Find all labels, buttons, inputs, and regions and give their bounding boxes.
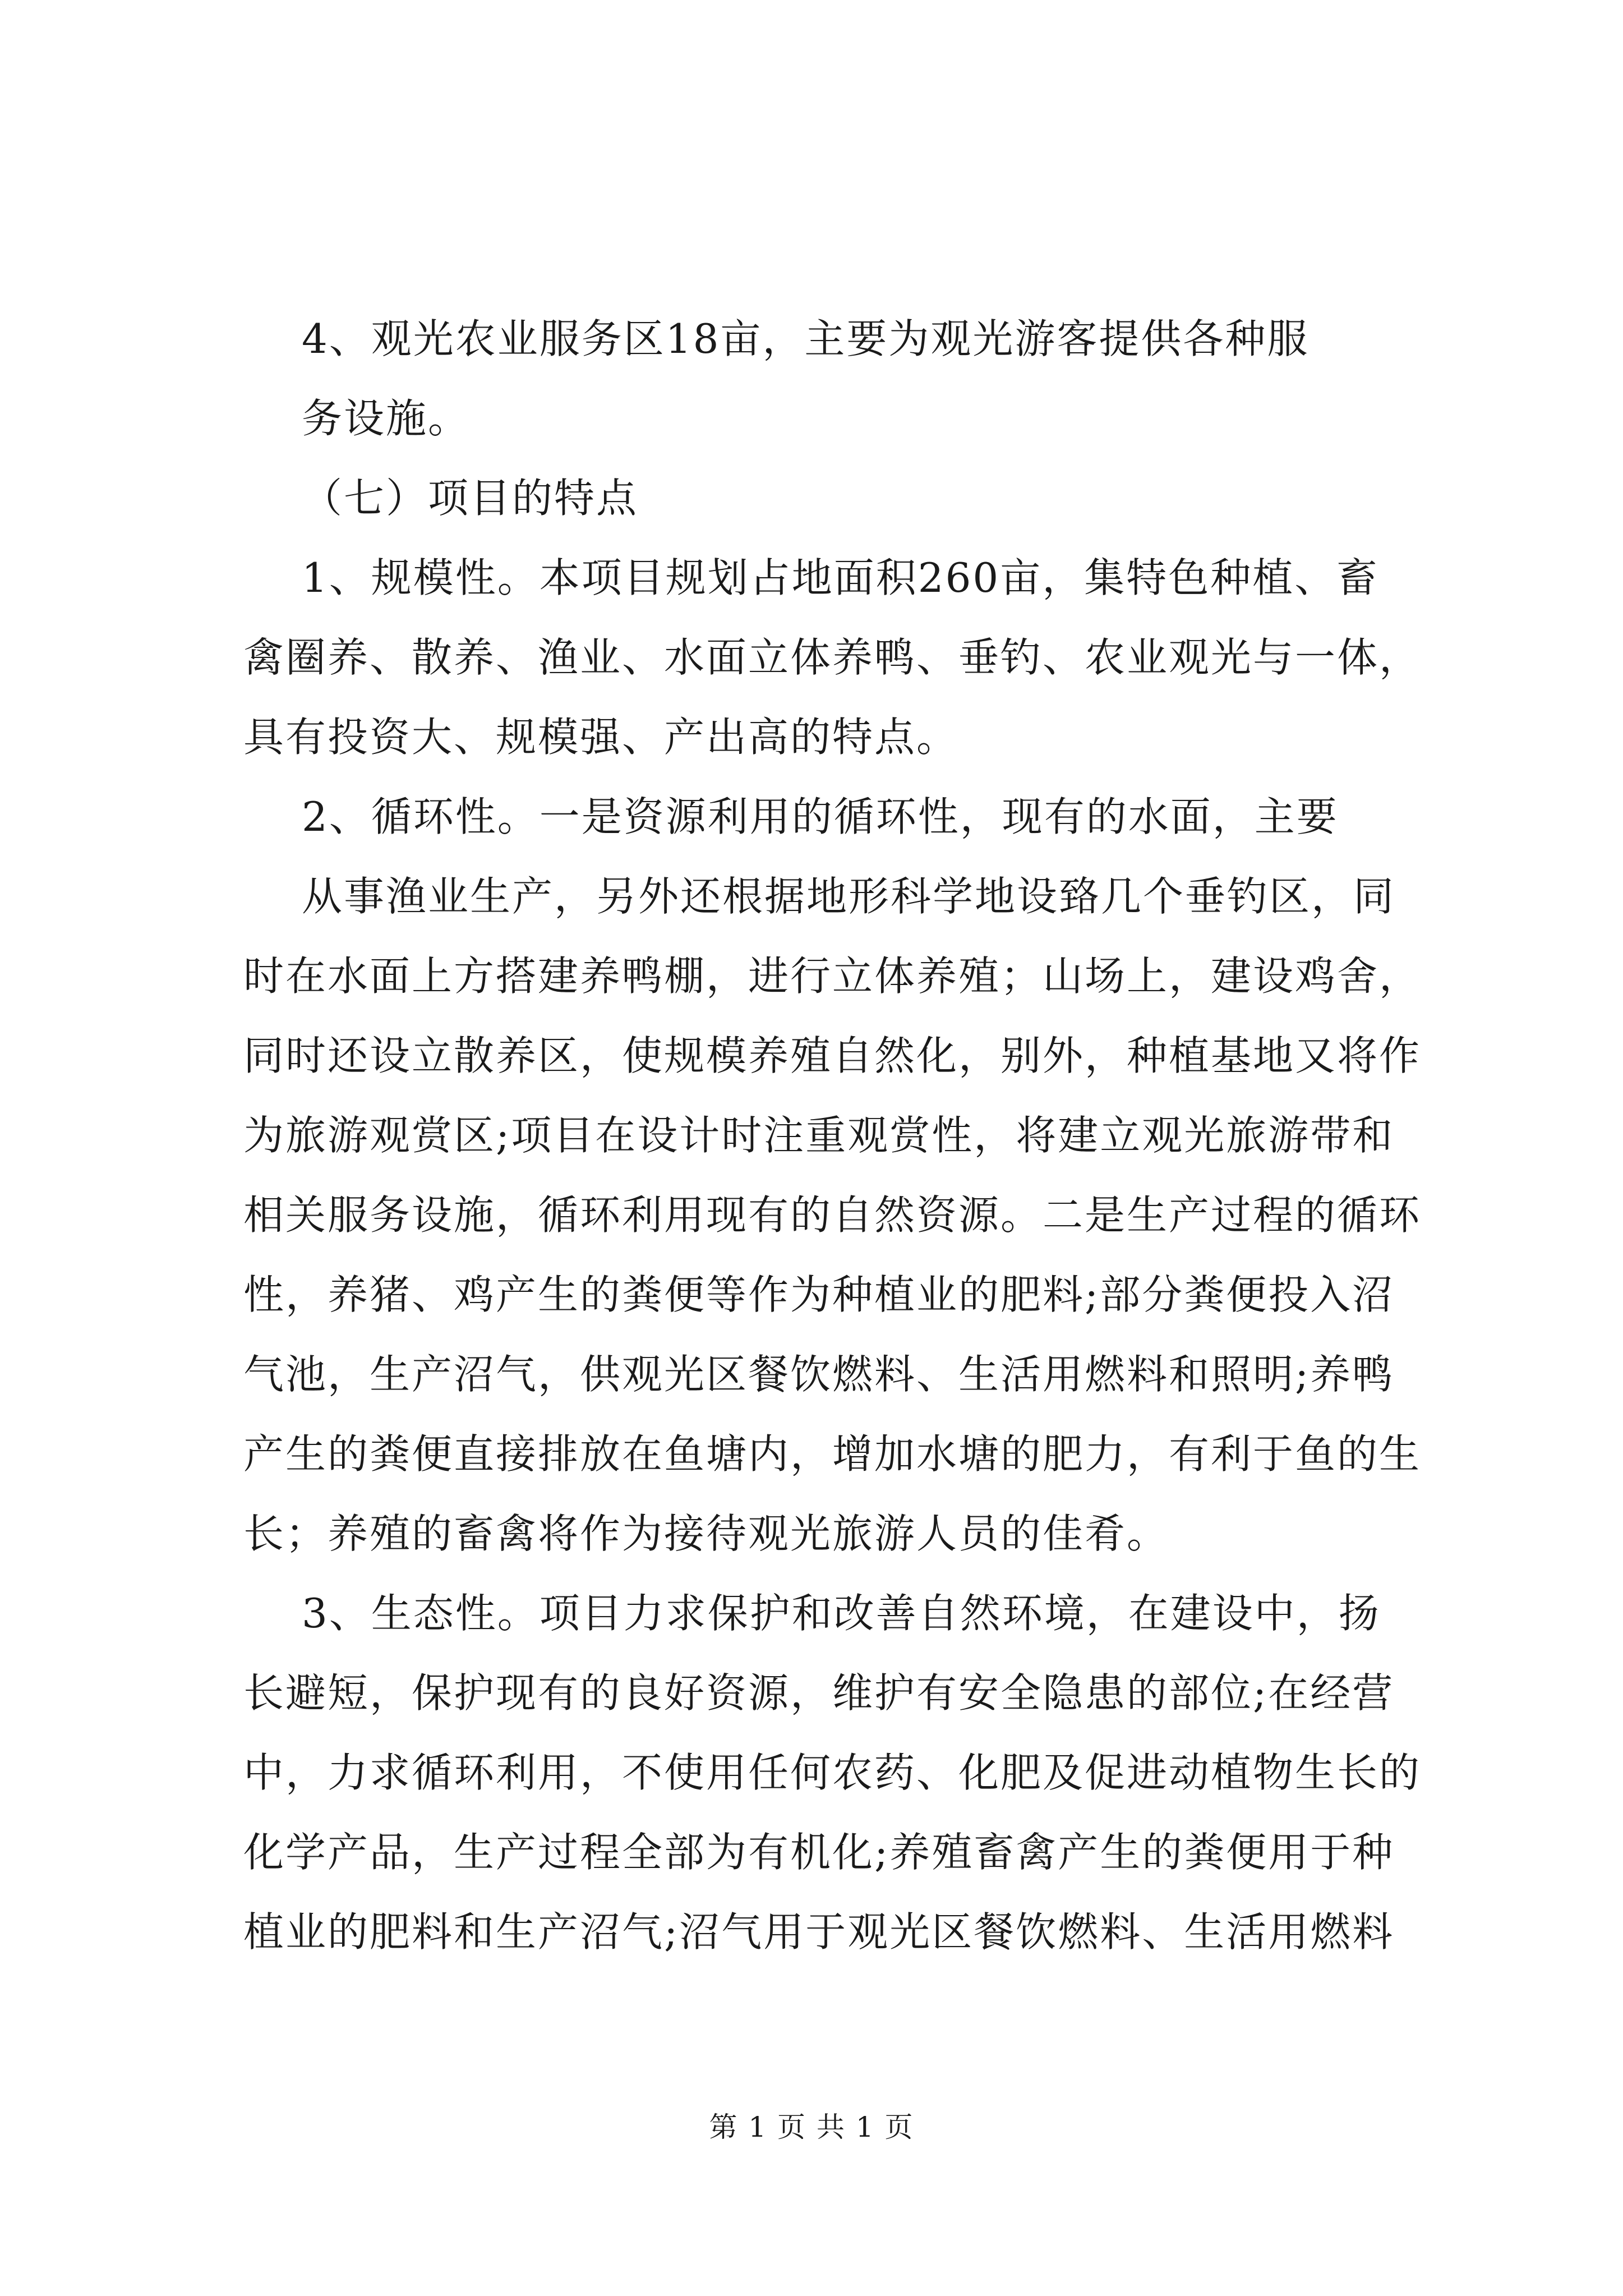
page-footer: 第 1 页 共 1 页	[709, 2111, 914, 2143]
paragraph-3-line-3: 中，力求循环利用，不使用任何农药、化肥及促进动植物生长的	[243, 1749, 1422, 1796]
paragraph-1-line-3: 具有投资大、规模强、产出高的特点。	[243, 714, 959, 761]
paragraph-2-line-6: 相关服务设施，循环利用现有的自然资源。二是生产过程的循环	[243, 1191, 1422, 1239]
paragraph-2-line-2: 从事渔业生产，另外还根据地形科学地设臵几个垂钓区，同	[302, 873, 1396, 920]
paragraph-3-line-5: 植业的肥料和生产沼气;沼气用于观光区餐饮燃料、生活用燃料	[243, 1908, 1395, 1955]
paragraph-3-line-4: 化学产品，生产过程全部为有机化;养殖畜禽产生的粪便用于种	[243, 1829, 1395, 1876]
paragraph-2-line-9: 产生的粪便直接排放在鱼塘内，增加水塘的肥力，有利于鱼的生	[243, 1430, 1422, 1478]
paragraph-4-line-2: 务设施。	[302, 395, 471, 442]
paragraph-2-line-8: 气池，生产沼气，供观光区餐饮燃料、生活用燃料和照明;养鸭	[243, 1351, 1395, 1398]
paragraph-2-line-4: 同时还设立散养区，使规模养殖自然化，别外，种植基地又将作	[243, 1032, 1422, 1079]
paragraph-4-line-1: 4、观光农业服务区18亩，主要为观光游客提供各种服	[302, 315, 1310, 362]
paragraph-1-line-2: 禽圈养、散养、渔业、水面立体养鸭、垂钓、农业观光与一体，	[243, 634, 1422, 681]
paragraph-3-line-1: 3、生态性。项目力求保护和改善自然环境，在建设中，扬	[302, 1590, 1381, 1637]
paragraph-2-line-7: 性，养猪、鸡产生的粪便等作为种植业的肥料;部分粪便投入沼	[243, 1271, 1395, 1318]
paragraph-2-line-3: 时在水面上方搭建养鸭棚，进行立体养殖；山场上，建设鸡舍，	[243, 953, 1422, 1000]
paragraph-1-line-1: 1、规模性。本项目规划占地面积260亩，集特色种植、畜	[302, 554, 1379, 601]
section-heading: （七）项目的特点	[302, 475, 639, 522]
paragraph-2-line-10: 长；养殖的畜禽将作为接待观光旅游人员的佳肴。	[243, 1510, 1169, 1557]
paragraph-2-line-5: 为旅游观赏区;项目在设计时注重观赏性，将建立观光旅游带和	[243, 1112, 1395, 1159]
paragraph-3-line-2: 长避短，保护现有的良好资源，维护有安全隐患的部位;在经营	[243, 1669, 1395, 1717]
paragraph-2-line-1: 2、循环性。一是资源利用的循环性，现有的水面，主要	[302, 793, 1339, 840]
